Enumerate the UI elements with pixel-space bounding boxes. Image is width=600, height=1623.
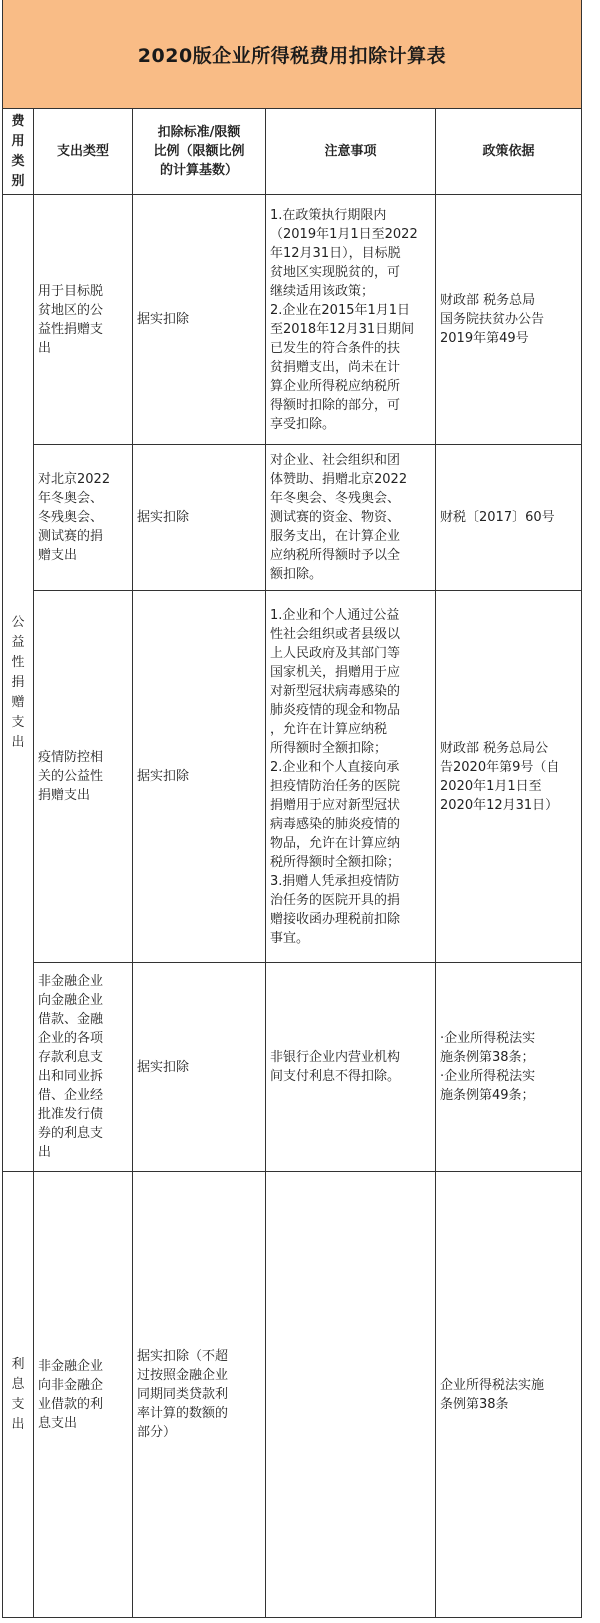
- row-4-type: 非金融企业 向金融企业 借款、金融 企业的各项 存款利息支 出和同业拆 借、企业经 批准发行债 券的利息支 出: [34, 963, 133, 1172]
- row-4-notes: 非银行企业内营业机构 间支付利息不得扣除。: [266, 963, 436, 1172]
- row-3-notes: 1.企业和个人通过公益 性社会组织或者县级以 上人民政府及其部门等 国家机关，捐赠用于应 对新型冠状病毒感染的 肺炎疫情的现金和物品 ，允许在计算应纳税 所得额时全额扣除； 2.企业和个人直接向承 担疫情防治任务的医院 捐赠用于应对新型冠状 病毒感染的肺炎疫情的 物品，允许在计算应纳 税所得额时全额扣除； 3.捐赠人凭承担疫情防 治任务的医院开具的捐 赠接收函办理税前扣除 事宜。: [266, 591, 436, 963]
- row-1-policy: 财政部 税务总局 国务院扶贫办公告 2019年第49号: [436, 195, 581, 445]
- table-title: 2020版企业所得税费用扣除计算表: [137, 44, 447, 67]
- row-2-policy: 财税〔2017〕60号: [436, 445, 581, 591]
- row-3-policy: 财政部 税务总局公 告2020年第9号（自 2020年1月1日至 2020年12月31日）: [436, 591, 581, 963]
- row-2-type: 对北京2022 年冬奥会、 冬残奥会、 测试赛的捐 赠支出: [34, 445, 133, 591]
- row-5-policy: 企业所得税法实施 条例第38条: [436, 1172, 581, 1618]
- header-type: 支出类型: [34, 109, 133, 195]
- category-charity: 公 益 性 捐 赠 支 出: [3, 195, 34, 1172]
- row-1-type: 用于目标脱 贫地区的公 益性捐赠支 出: [34, 195, 133, 445]
- row-3-standard: 据实扣除: [133, 591, 266, 963]
- header-notes: 注意事项: [266, 109, 436, 195]
- row-1-standard: 据实扣除: [133, 195, 266, 445]
- row-1-notes: 1.在政策执行期限内 （2019年1月1日至2022 年12月31日），目标脱 贫地区实现脱贫的，可 继续适用该政策； 2.企业在2015年1月1日 至2018年12月31日期间 已发生的符合条件的扶 贫捐赠支出，尚未在计 算企业所得税应纳税所 得额时扣除的部分，可 享受扣除。: [266, 195, 436, 445]
- row-4-policy: ·企业所得税法实 施条例第38条； ·企业所得税法实 施条例第49条；: [436, 963, 581, 1172]
- header-policy: 政策依据: [436, 109, 581, 195]
- row-4-standard: 据实扣除: [133, 963, 266, 1172]
- row-5-type: 非金融企业 向非金融企 业借款的利 息支出: [34, 1172, 133, 1618]
- title-bar: [3, 0, 581, 109]
- header-standard: 扣除标准/限额 比例（限额比例 的计算基数）: [133, 109, 266, 195]
- row-2-notes: 对企业、社会组织和团 体赞助、捐赠北京2022 年冬奥会、冬残奥会、 测试赛的资金、物资、 服务支出，在计算企业 应纳税所得额时予以全 额扣除。: [266, 445, 436, 591]
- row-3-type: 疫情防控相 关的公益性 捐赠支出: [34, 591, 133, 963]
- header-category: 费 用 类 别: [3, 109, 34, 195]
- category-interest: 利 息 支 出: [3, 1172, 34, 1618]
- row-5-standard: 据实扣除（不超 过按照金融企业 同期同类贷款利 率计算的数额的 部分）: [133, 1172, 266, 1618]
- row-5-notes: [266, 1172, 436, 1618]
- deduction-table: [2, 0, 582, 1618]
- row-2-standard: 据实扣除: [133, 445, 266, 591]
